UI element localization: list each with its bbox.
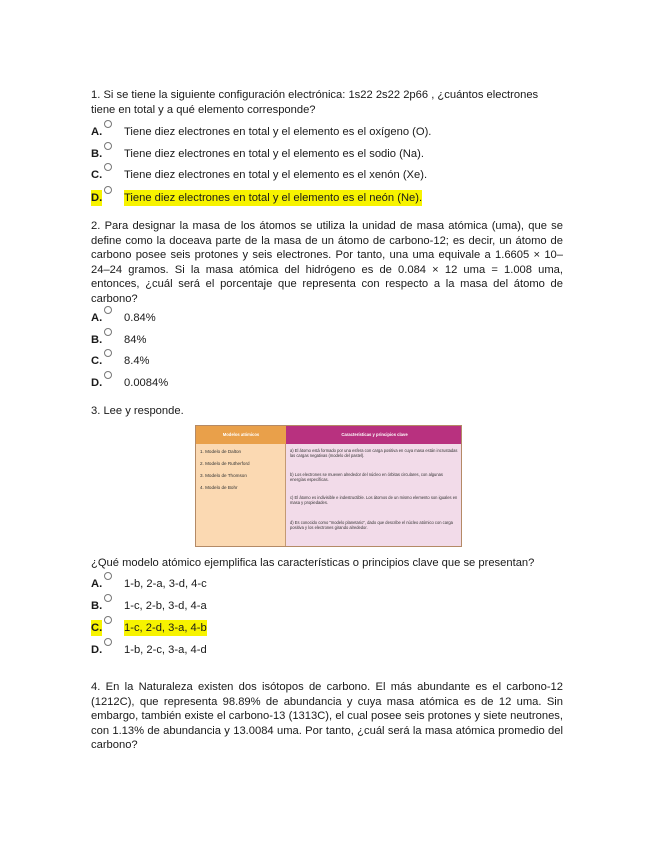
radio-button-icon[interactable]	[104, 371, 112, 379]
option-text: Tiene diez electrones en total y el elemento es el neón (Ne).	[124, 192, 423, 204]
question-2-text: 2. Para designar la masa de los átomos se utiliza la unidad de masa atómica (uma), que se define como la doceava parte de la masa de un átomo de carbono-12; es decir, un átomo de carbono posee seis protones y seis electrones. Por tanto, una uma equivale a 1.6605 × 10–24–24 gramos. Si la masa atómica del hidrógeno es de 0.084 × 12 uma = 1.008 uma, entonces, ¿cuál será el porcentaje que representa con respecto a la masa del átomo de carbono?	[91, 220, 563, 305]
option-text: 1-c, 2-d, 3-a, 4-b	[124, 622, 207, 634]
radio-button-icon[interactable]	[104, 572, 112, 580]
option-letter: D.	[91, 192, 103, 204]
radio-button-icon[interactable]	[104, 142, 112, 150]
radio-button-icon[interactable]	[104, 328, 112, 336]
radio-button-icon[interactable]	[104, 594, 112, 602]
table-header-models	[196, 426, 286, 444]
option-letter: D.	[91, 644, 103, 656]
radio-button-icon[interactable]	[104, 163, 112, 171]
option-text: Tiene diez electrones en total y el elemento es el oxígeno (O).	[124, 126, 432, 138]
radio-button-icon[interactable]	[104, 616, 112, 624]
radio-button-icon[interactable]	[104, 349, 112, 357]
table-header-characteristics	[286, 426, 462, 444]
option-letter: C.	[91, 169, 103, 181]
option-text: 8.4%	[124, 355, 150, 367]
option-letter: B.	[91, 334, 103, 346]
option-text: 1-b, 2-c, 3-a, 4-d	[124, 644, 207, 656]
radio-button-icon[interactable]	[104, 186, 112, 194]
option-text: 0.0084%	[124, 377, 169, 389]
option-letter: C.	[91, 355, 103, 367]
option-letter: C.	[91, 622, 103, 634]
question-3-intro: 3. Lee y responde.	[91, 405, 184, 417]
radio-button-icon[interactable]	[104, 638, 112, 646]
question-4-text: 4. En la Naturaleza existen dos isótopos de carbono. El más abundante es el carbono-12 (1212C), que representa 98.89% de abundancia y cuya masa atómica es de 12 uma. Sin embargo, también existe el carbono-13 (1313C), el cual posee seis protones y siete neutrones, con 1.13% de abundancia y 13.0084 uma. Por tanto, ¿cuál será la masa atómica promedio del carbono?	[91, 681, 563, 751]
radio-button-icon[interactable]	[104, 120, 112, 128]
radio-button-icon[interactable]	[104, 306, 112, 314]
table-characteristic-item: a) El átomo está formado por una esfera con carga positiva en cuya masa están incrustadas las cargas negativas (modelo del pastel).	[290, 448, 458, 459]
option-text: 1-b, 2-a, 3-d, 4-c	[124, 578, 207, 590]
table-model-item: 4. Modelo de Bohr	[200, 485, 238, 490]
option-text: 0.84%	[124, 312, 156, 324]
table-characteristic-item: b) Los electrones se mueven alrededor del núcleo en órbitas circulares, con algunas energías específicas.	[290, 472, 443, 483]
option-letter: B.	[91, 600, 103, 612]
table-model-item: 3. Modelo de Thomson	[200, 473, 247, 478]
table-characteristic-item: d) Es conocido como "modelo planetario", dado que describe el núcleo atómico con carga positiva y los electrones girando alrededor.	[290, 520, 453, 531]
option-text: 84%	[124, 334, 147, 346]
option-text: 1-c, 2-b, 3-d, 4-a	[124, 600, 207, 612]
table-characteristics-column	[286, 444, 462, 547]
table-model-item: 2. Modelo de Rutherford	[200, 461, 250, 466]
atomic-models-table	[195, 425, 462, 547]
option-letter: B.	[91, 148, 103, 160]
table-models-column	[196, 444, 286, 547]
option-letter: D.	[91, 377, 103, 389]
option-text: Tiene diez electrones en total y el elemento es el sodio (Na).	[124, 148, 424, 160]
question-1-text: 1. Si se tiene la siguiente configuración electrónica: 1s22 2s22 2p66 , ¿cuántos electrones tiene en total y a qué elemento corresponde?	[91, 89, 539, 116]
table-model-item: 1. Modelo de Dalton	[200, 449, 242, 454]
option-letter: A.	[91, 578, 103, 590]
option-letter: A.	[91, 312, 103, 324]
option-letter: A.	[91, 126, 103, 138]
question-3-text: ¿Qué modelo atómico ejemplifica las características o principios clave que se presentan?	[91, 557, 535, 569]
table-header-models-label: Modelos atómicos	[222, 432, 260, 437]
option-text: Tiene diez electrones en total y el elemento es el xenón (Xe).	[124, 169, 428, 181]
table-characteristic-item: c) El átomo es indivisible e indestructible. Los átomos de un mismo elemento son iguales en masa y propiedades.	[290, 495, 458, 506]
table-header-characteristics-label: Características y principios clave	[341, 432, 408, 437]
